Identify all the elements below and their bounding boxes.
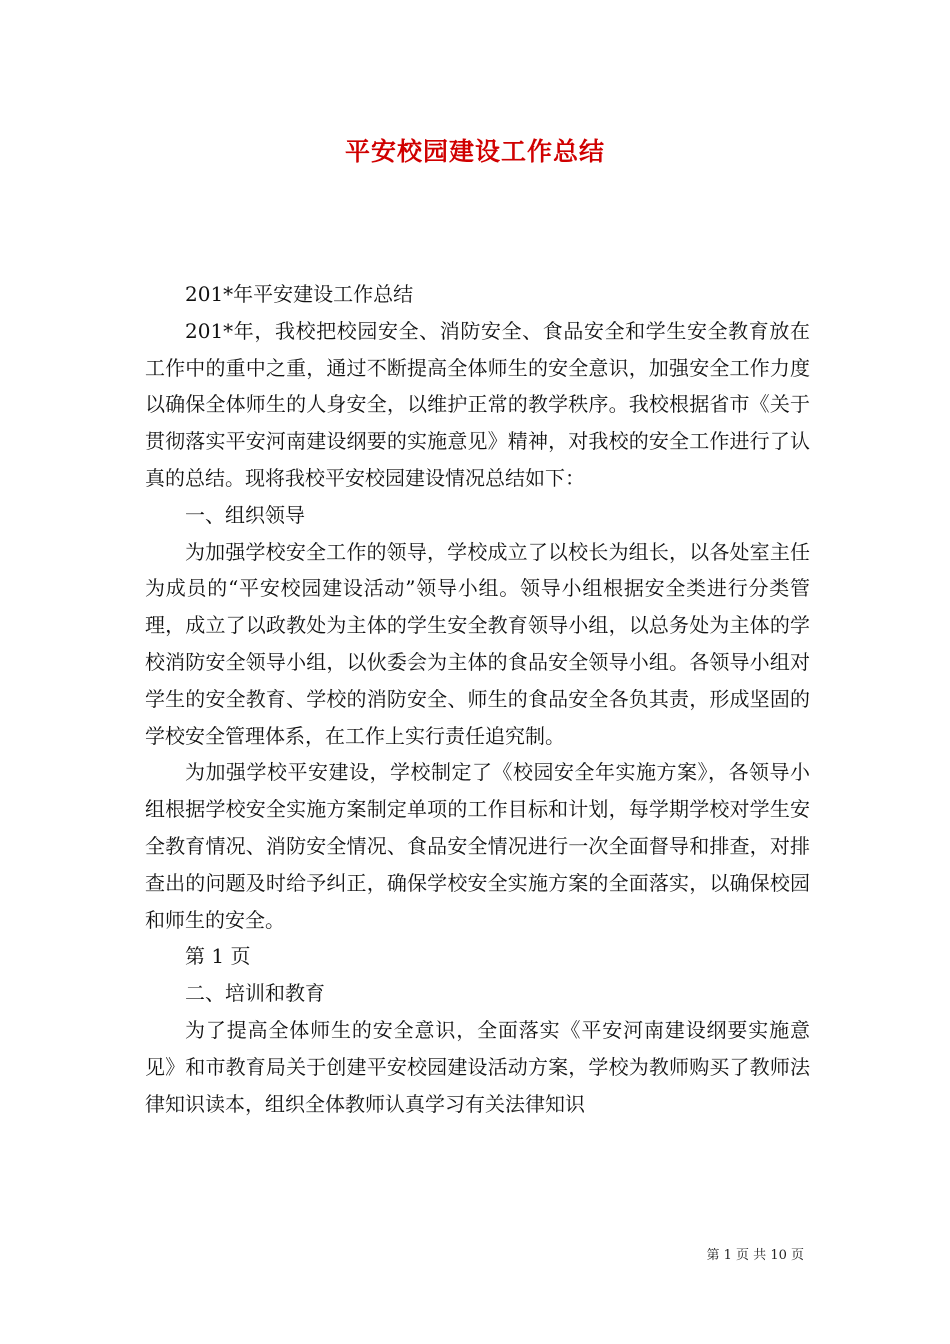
intro-paragraph: 201*年，我校把校园安全、消防安全、食品安全和学生安全教育放在工作中的重中之重，通过不断提高全体师生的安全意识，加强安全工作力度以确保全体师生的人身安全，以维护正常的教学秩序。我校根据省市《关于贯彻落实平安河南建设纲要的实施意见》精神，对我校的安全工作进行了认真的总结。现将我校平安校园建设情况总结如下： [145, 318, 810, 490]
document-body [145, 276, 810, 1122]
page-number-footer: 第 1 页 共 10 页 [706, 1248, 804, 1263]
document-title: 平安校园建设工作总结 [344, 137, 605, 166]
plan-paragraph: 为加强学校平安建设，学校制定了《校园安全年实施方案》，各领导小组根据学校安全实施方案制定单项的工作目标和计划，每学期学校对学生安全教育情况、消防安全情况、食品安全情况进行一次全面督导和排查，对排查出的问题及时给予纠正，确保学校安全实施方案的全面落实，以确保校园和师生的安全。 [145, 760, 810, 932]
section-subtitle: 201*年平安建设工作总结 [185, 282, 414, 306]
section-heading-organization: 一、组织领导 [185, 502, 305, 527]
training-paragraph: 为了提高全体师生的安全意识，全面落实《平安河南建设纲要实施意见》和市教育局关于创建平安校园建设活动方案，学校为教师购买了教师法律知识读本，组织全体教师认真学习有关法律知识 [145, 1017, 810, 1116]
section-heading-training: 二、培训和教育 [185, 981, 325, 1006]
organization-paragraph: 为加强学校安全工作的领导，学校成立了以校长为组长，以各处室主任为成员的“平安校园建设活动”领导小组。领导小组根据安全类进行分类管理，成立了以政教处为主体的学生安全教育领导小组，以总务处为主体的学校消防安全领导小组，以伙委会为主体的食品安全领导小组。各领导小组对学生的安全教育、学校的消防安全、师生的食品安全各负其责，形成坚固的学校安全管理体系，在工作上实行责任追究制。 [145, 539, 810, 748]
inline-page-marker: 第 1 页 [185, 944, 251, 969]
